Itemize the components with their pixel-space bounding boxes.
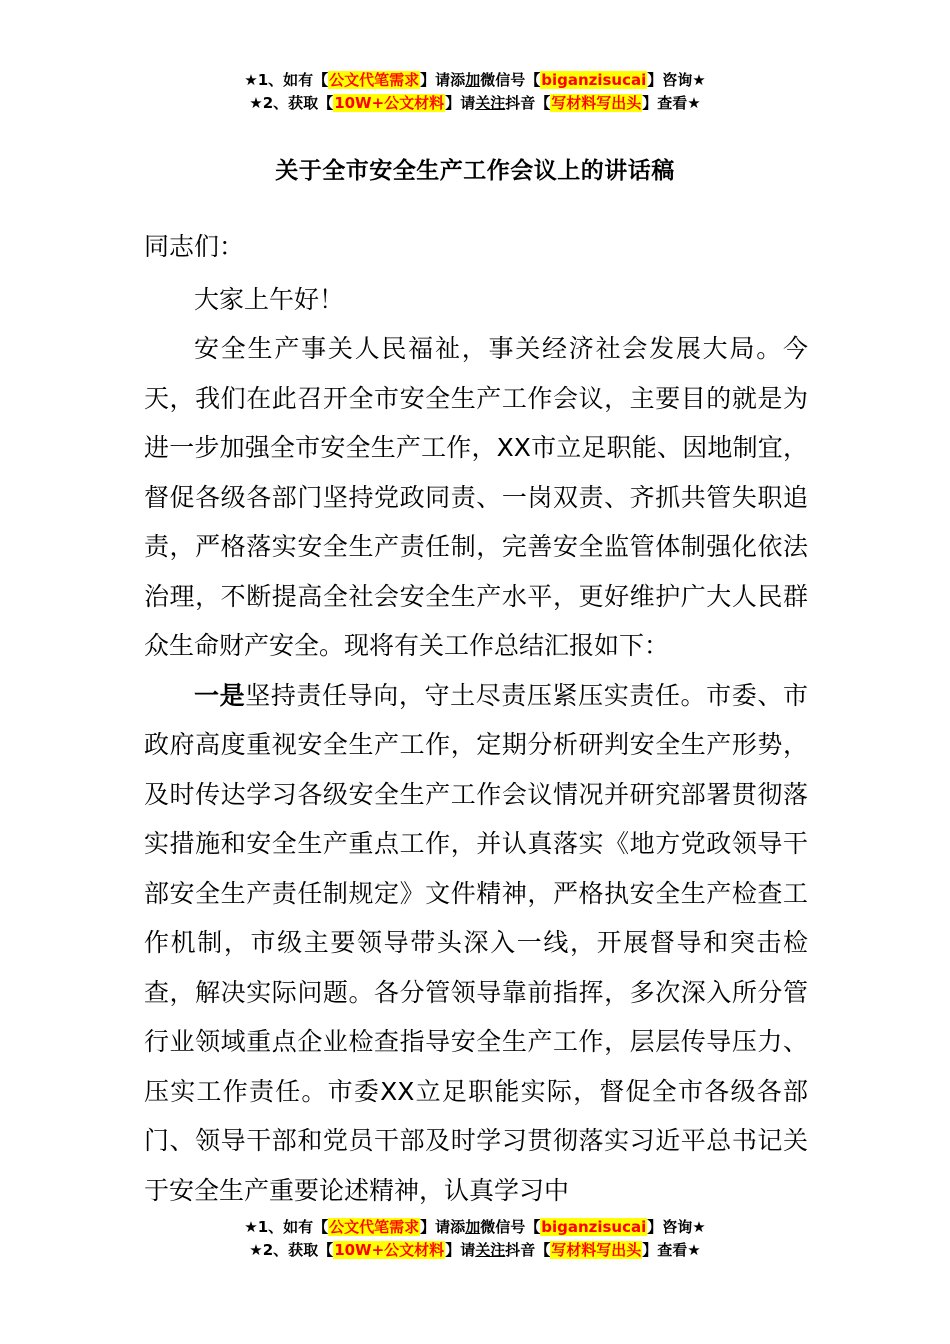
highlight-materials: 10W+公文材料 <box>334 94 445 112</box>
paragraph-point-one <box>144 671 808 1216</box>
salutation: 同志们： <box>144 232 245 261</box>
banner-line-2: ★2、获取【10W+公文材料】请关注抖音【写材料写出头】查看★ <box>249 94 701 112</box>
paragraph-intro: 安全生产事关人民福祉，事关经济社会发展大局。今天，我们在此召开全市安全生产工作会议，主要目的就是为进一步加强全市安全生产工作，XX市立足职能、因地制宜，督促各级各部门坚持党政同责、一岗双责、齐抓共管失职追责，严格落实安全生产责任制，完善安全监管体制强化依法治理，不断提高全社会安全生产水平，更好维护广大人民群众生命财产安全。现将有关工作总结汇报如下： <box>144 334 808 660</box>
banner-line-1: ★1、如有【公文代笔需求】请添加微信号【biganzisucai】咨询★ <box>244 71 706 89</box>
footer-highlight-materials: 10W+公文材料 <box>334 1241 445 1259</box>
point-one-lead: 一是 <box>194 680 246 710</box>
footer-highlight-wechat-id: biganzisucai <box>541 1218 647 1236</box>
highlight-wechat-id: biganzisucai <box>541 71 647 89</box>
footer-line-1: ★1、如有【公文代笔需求】请添加微信号【biganzisucai】咨询★ <box>244 1218 706 1236</box>
highlight-service: 公文代笔需求 <box>329 71 420 89</box>
footer-banner <box>0 1216 950 1262</box>
header-banner <box>0 69 950 115</box>
greeting: 大家上午好！ <box>194 284 345 314</box>
highlight-douyin: 写材料写出头 <box>551 94 642 112</box>
footer-line-2: ★2、获取【10W+公文材料】请关注抖音【写材料写出头】查看★ <box>249 1241 701 1259</box>
point-one-body: 坚持责任导向，守土尽责压紧压实责任。市委、市政府高度重视安全生产工作，定期分析研判安全生产形势，及时传达学习各级安全生产工作会议情况并研究部署贯彻落实措施和安全生产重点工作，并认真落实《地方党政领导干部安全生产责任制规定》文件精神，严格执安全生产检查工作机制，市级主要领导带头深入一线，开展督导和突击检查，解决实际问题。各分管领导靠前指挥，多次深入所分管行业领域重点企业检查指导安全生产工作，层层传导压力、压实工作责任。市委XX立足职能实际，督促全市各级各部门、领导干部和党员干部及时学习贯彻落实习近平总书记关于安全生产重要论述精神，认真学习中 <box>144 680 808 1205</box>
footer-highlight-service: 公文代笔需求 <box>329 1218 420 1236</box>
document-title: 关于全市安全生产工作会议上的讲话稿 <box>275 158 675 184</box>
document-body <box>144 222 808 1215</box>
footer-highlight-douyin: 写材料写出头 <box>551 1241 642 1259</box>
